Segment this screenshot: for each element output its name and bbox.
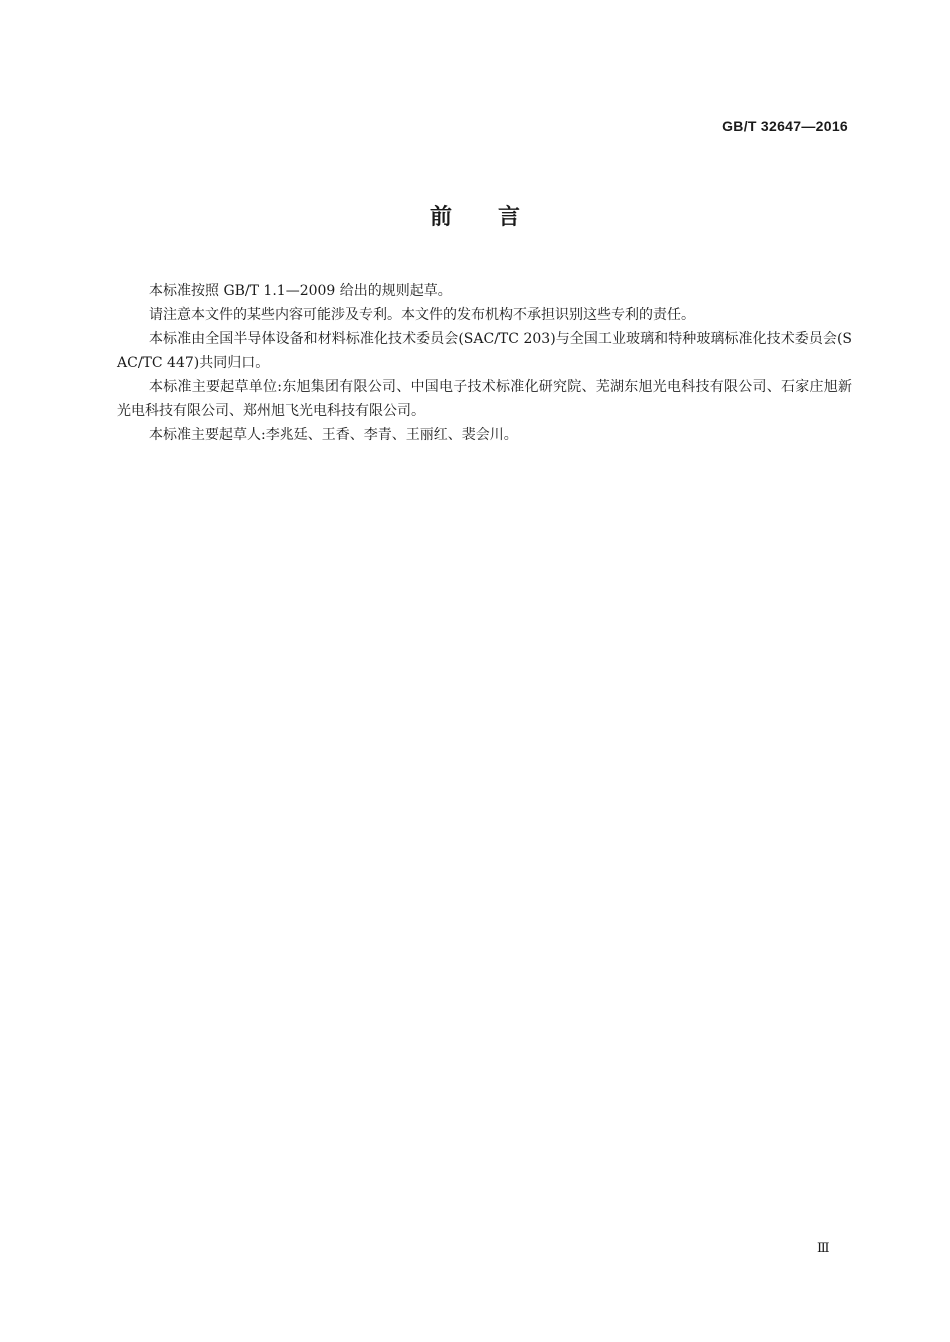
paragraph-drafting-units: 本标准主要起草单位:东旭集团有限公司、中国电子技术标准化研究院、芜湖东旭光电科技有限公司、石家庄旭新光电科技有限公司、郑州旭飞光电科技有限公司。: [117, 379, 852, 419]
paragraph-patent-notice: 请注意本文件的某些内容可能涉及专利。本文件的发布机构不承担识别这些专利的责任。: [149, 307, 695, 323]
paragraph-drafters: 本标准主要起草人:李兆廷、王香、李青、王丽红、裴会川。: [149, 427, 518, 443]
page-title: 前言: [429, 205, 566, 230]
standard-code: GB/T 32647—2016: [722, 118, 848, 134]
paragraph-committee: 本标准由全国半导体设备和材料标准化技术委员会(SAC/TC 203)与全国工业玻璃和特种玻璃标准化技术委员会(SAC/TC 447)共同归口。: [117, 331, 852, 371]
foreword-body: [117, 279, 852, 447]
page-number: Ⅲ: [817, 1240, 830, 1255]
paragraph-drafting-rules: 本标准按照 GB/T 1.1—2009 给出的规则起草。: [149, 283, 452, 299]
